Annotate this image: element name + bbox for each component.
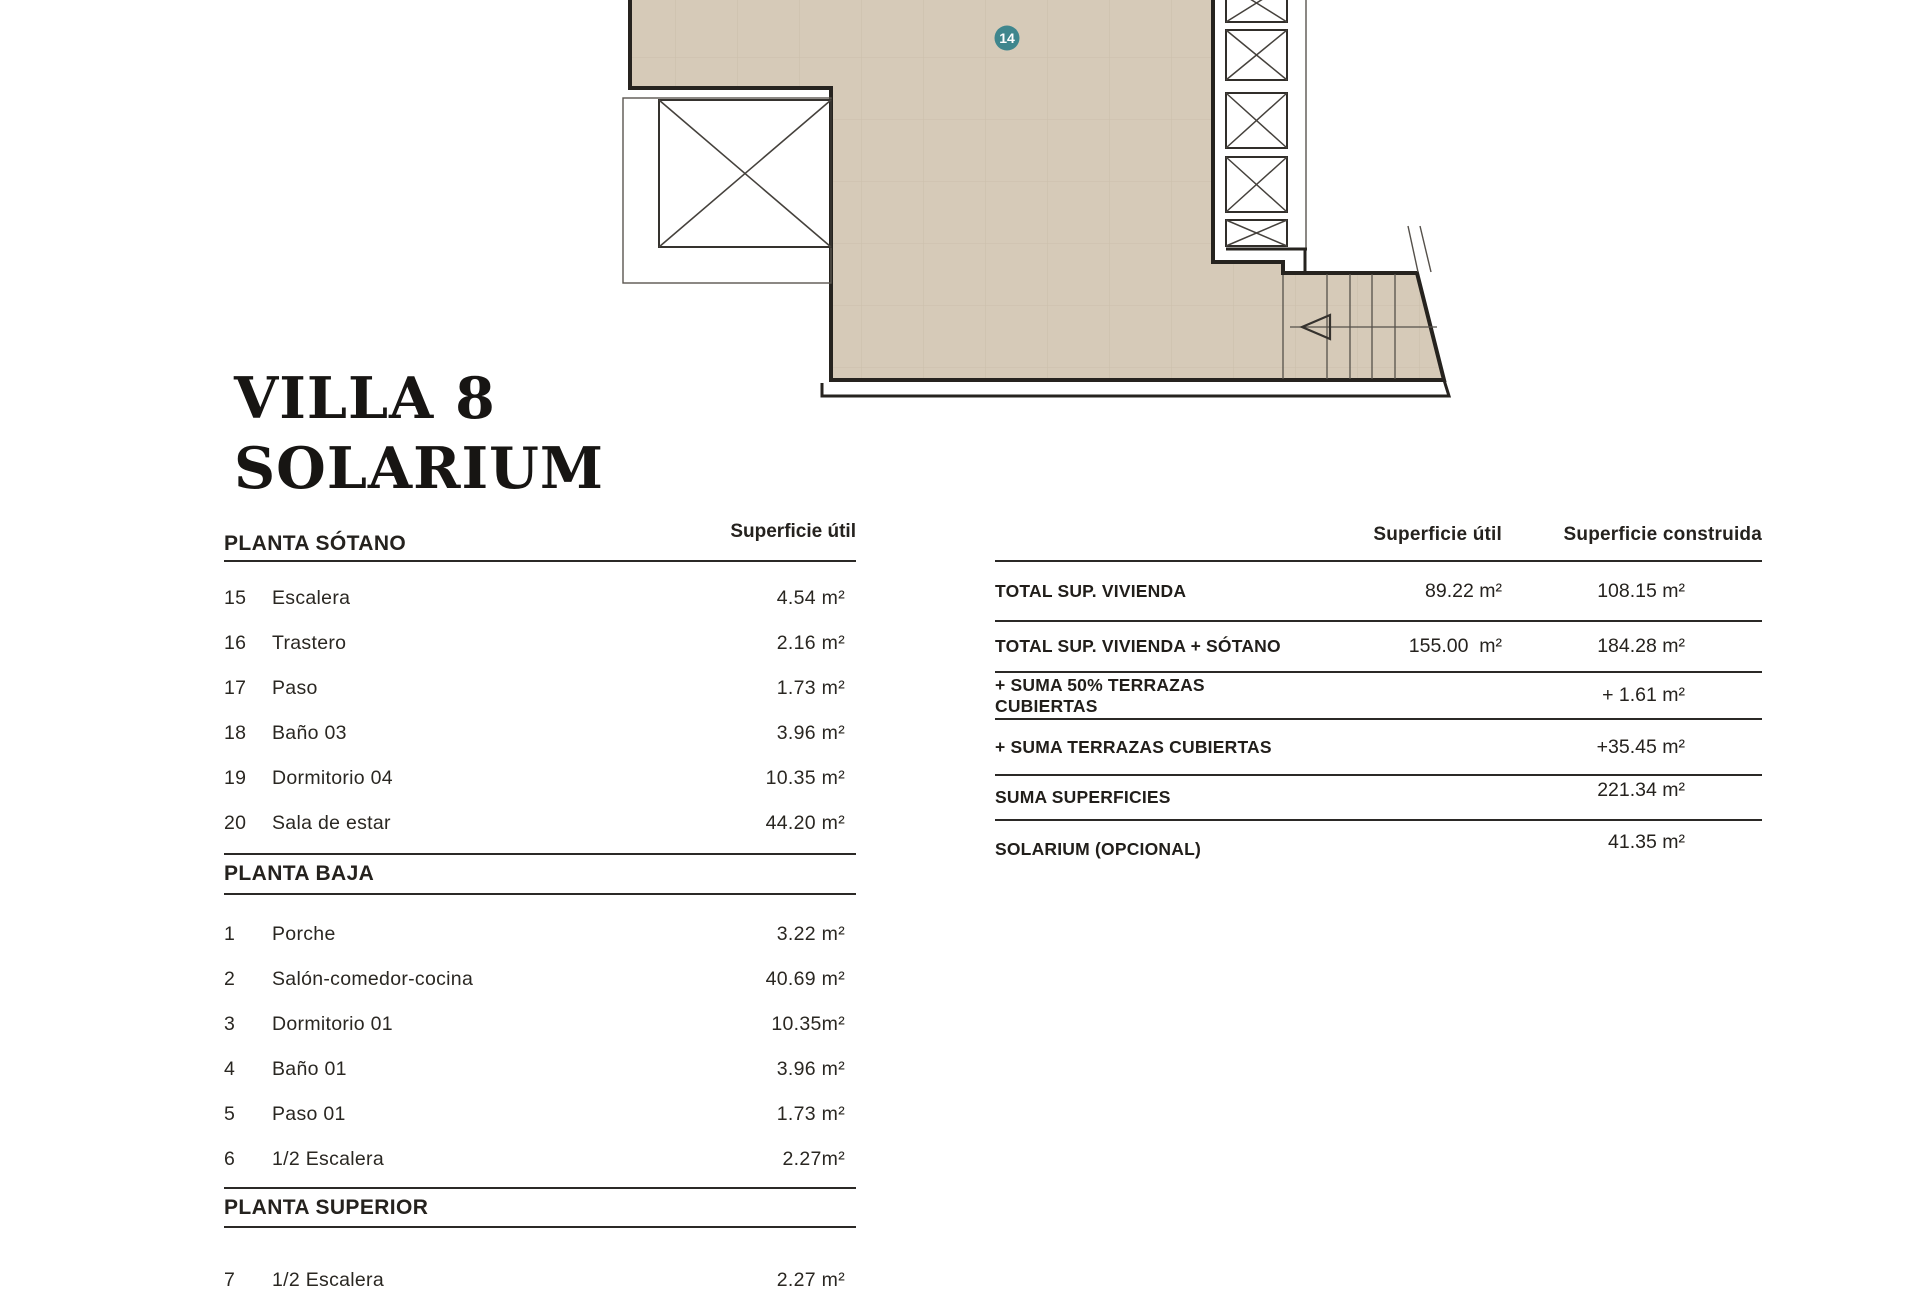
table-row — [224, 801, 856, 846]
column-header-superficie-util: Superficie útil — [1373, 524, 1502, 545]
summary-util-value: 155.00 m² — [1408, 635, 1502, 657]
rows-planta-superior — [224, 1258, 856, 1303]
table-row — [224, 576, 856, 621]
room-number: 6 — [224, 1148, 236, 1170]
summary-label: TOTAL SUP. VIVIENDA + SÓTANO — [995, 636, 1281, 656]
summary-construida-value: +35.45 m² — [1596, 735, 1685, 758]
room-name: Salón-comedor-cocina — [272, 968, 474, 990]
section-title: PLANTA BAJA — [224, 862, 375, 885]
section-header-planta-sotano — [224, 515, 856, 562]
summary-row — [995, 562, 1762, 622]
room-area: 10.35 m² — [765, 767, 845, 789]
room-area: 3.96 m² — [776, 722, 845, 744]
summary-construida-value: 184.28 m² — [1597, 635, 1685, 657]
table-row — [224, 711, 856, 756]
room-area: 10.35m² — [771, 1013, 845, 1035]
table-row — [224, 1002, 856, 1047]
table-row — [224, 912, 856, 957]
summary-table-header — [995, 515, 1762, 562]
summary-row — [995, 673, 1762, 720]
room-name: Paso — [272, 677, 318, 699]
summary-construida-value: 221.34 m² — [1597, 779, 1685, 801]
room-name: Paso 01 — [272, 1103, 346, 1125]
summary-util-value: 89.22 m² — [1425, 579, 1502, 602]
summary-construida-value: 108.15 m² — [1597, 579, 1685, 602]
summary-label: SOLARIUM (OPCIONAL) — [995, 838, 1202, 859]
page-title-line2: SOLARIUM — [234, 434, 604, 502]
table-row — [224, 756, 856, 801]
room-number: 2 — [224, 968, 236, 990]
table-row — [224, 1047, 856, 1092]
room-name: Baño 03 — [272, 722, 347, 744]
summary-label: SUMA SUPERFICIES — [995, 787, 1171, 807]
room-number: 7 — [224, 1269, 236, 1291]
room-name: 1/2 Escalera — [272, 1148, 384, 1170]
room-name: Dormitorio 04 — [272, 767, 393, 789]
room-area: 1.73 m² — [776, 1103, 845, 1125]
table-row — [224, 666, 856, 711]
room-area: 40.69 m² — [765, 968, 845, 990]
table-row — [224, 1137, 856, 1182]
summary-label: + SUMA TERRAZAS CUBIERTAS — [995, 736, 1272, 757]
page-title-line1: VILLA 8 — [234, 365, 496, 432]
rows-planta-sotano — [224, 576, 856, 846]
solarium-area — [630, 0, 1444, 380]
room-name: Escalera — [272, 587, 351, 609]
summary-table — [995, 515, 1762, 877]
room-number: 5 — [224, 1103, 236, 1125]
room-name: 1/2 Escalera — [272, 1269, 384, 1291]
room-number: 19 — [224, 767, 247, 789]
room-number: 15 — [224, 587, 247, 609]
room-area: 2.27 m² — [776, 1269, 845, 1291]
room-name: Sala de estar — [272, 812, 391, 834]
section-header-planta-baja — [224, 853, 856, 895]
summary-label: TOTAL SUP. VIVIENDA — [995, 580, 1187, 601]
floor-plan — [0, 0, 1920, 404]
table-row — [224, 1092, 856, 1137]
table-row — [224, 957, 856, 1002]
floor-plan-svg — [0, 0, 1920, 404]
page-title — [234, 364, 604, 503]
summary-construida-value: 41.35 m² — [1608, 830, 1685, 853]
summary-row — [995, 622, 1762, 673]
summary-row — [995, 720, 1762, 776]
room-name: Porche — [272, 923, 336, 945]
room-marker-label: 14 — [999, 30, 1015, 46]
room-number: 3 — [224, 1013, 236, 1035]
room-number: 17 — [224, 677, 247, 699]
column-header-superficie-construida: Superficie construida — [1563, 524, 1762, 545]
room-name: Baño 01 — [272, 1058, 347, 1080]
room-area: 1.73 m² — [776, 677, 845, 699]
room-number: 4 — [224, 1058, 236, 1080]
room-number: 16 — [224, 632, 247, 654]
room-number: 20 — [224, 812, 247, 834]
room-area: 3.96 m² — [776, 1058, 845, 1080]
room-area: 4.54 m² — [776, 587, 845, 609]
room-number: 18 — [224, 722, 247, 744]
room-area: 2.16 m² — [776, 632, 845, 654]
room-marker — [995, 26, 1020, 51]
room-name: Dormitorio 01 — [272, 1013, 393, 1035]
summary-label: + SUMA 50% TERRAZAS CUBIERTAS — [995, 674, 1205, 716]
summary-construida-value: + 1.61 m² — [1602, 684, 1685, 706]
summary-row — [995, 776, 1762, 821]
rows-planta-baja — [224, 912, 856, 1182]
table-row — [224, 1258, 856, 1303]
summary-row — [995, 821, 1762, 877]
room-name: Trastero — [272, 632, 347, 654]
table-row — [224, 621, 856, 666]
column-header-superficie-util: Superficie útil — [730, 521, 856, 542]
section-title: PLANTA SUPERIOR — [224, 1195, 429, 1219]
area-table-left — [224, 515, 856, 1303]
room-area: 2.27m² — [782, 1148, 845, 1170]
section-header-planta-superior — [224, 1187, 856, 1228]
section-title: PLANTA SÓTANO — [224, 532, 407, 555]
room-area: 3.22 m² — [776, 923, 845, 945]
room-area: 44.20 m² — [765, 812, 845, 834]
room-number: 1 — [224, 923, 236, 945]
pergola-strip — [1226, 0, 1307, 273]
skylight-hatch — [623, 98, 831, 283]
